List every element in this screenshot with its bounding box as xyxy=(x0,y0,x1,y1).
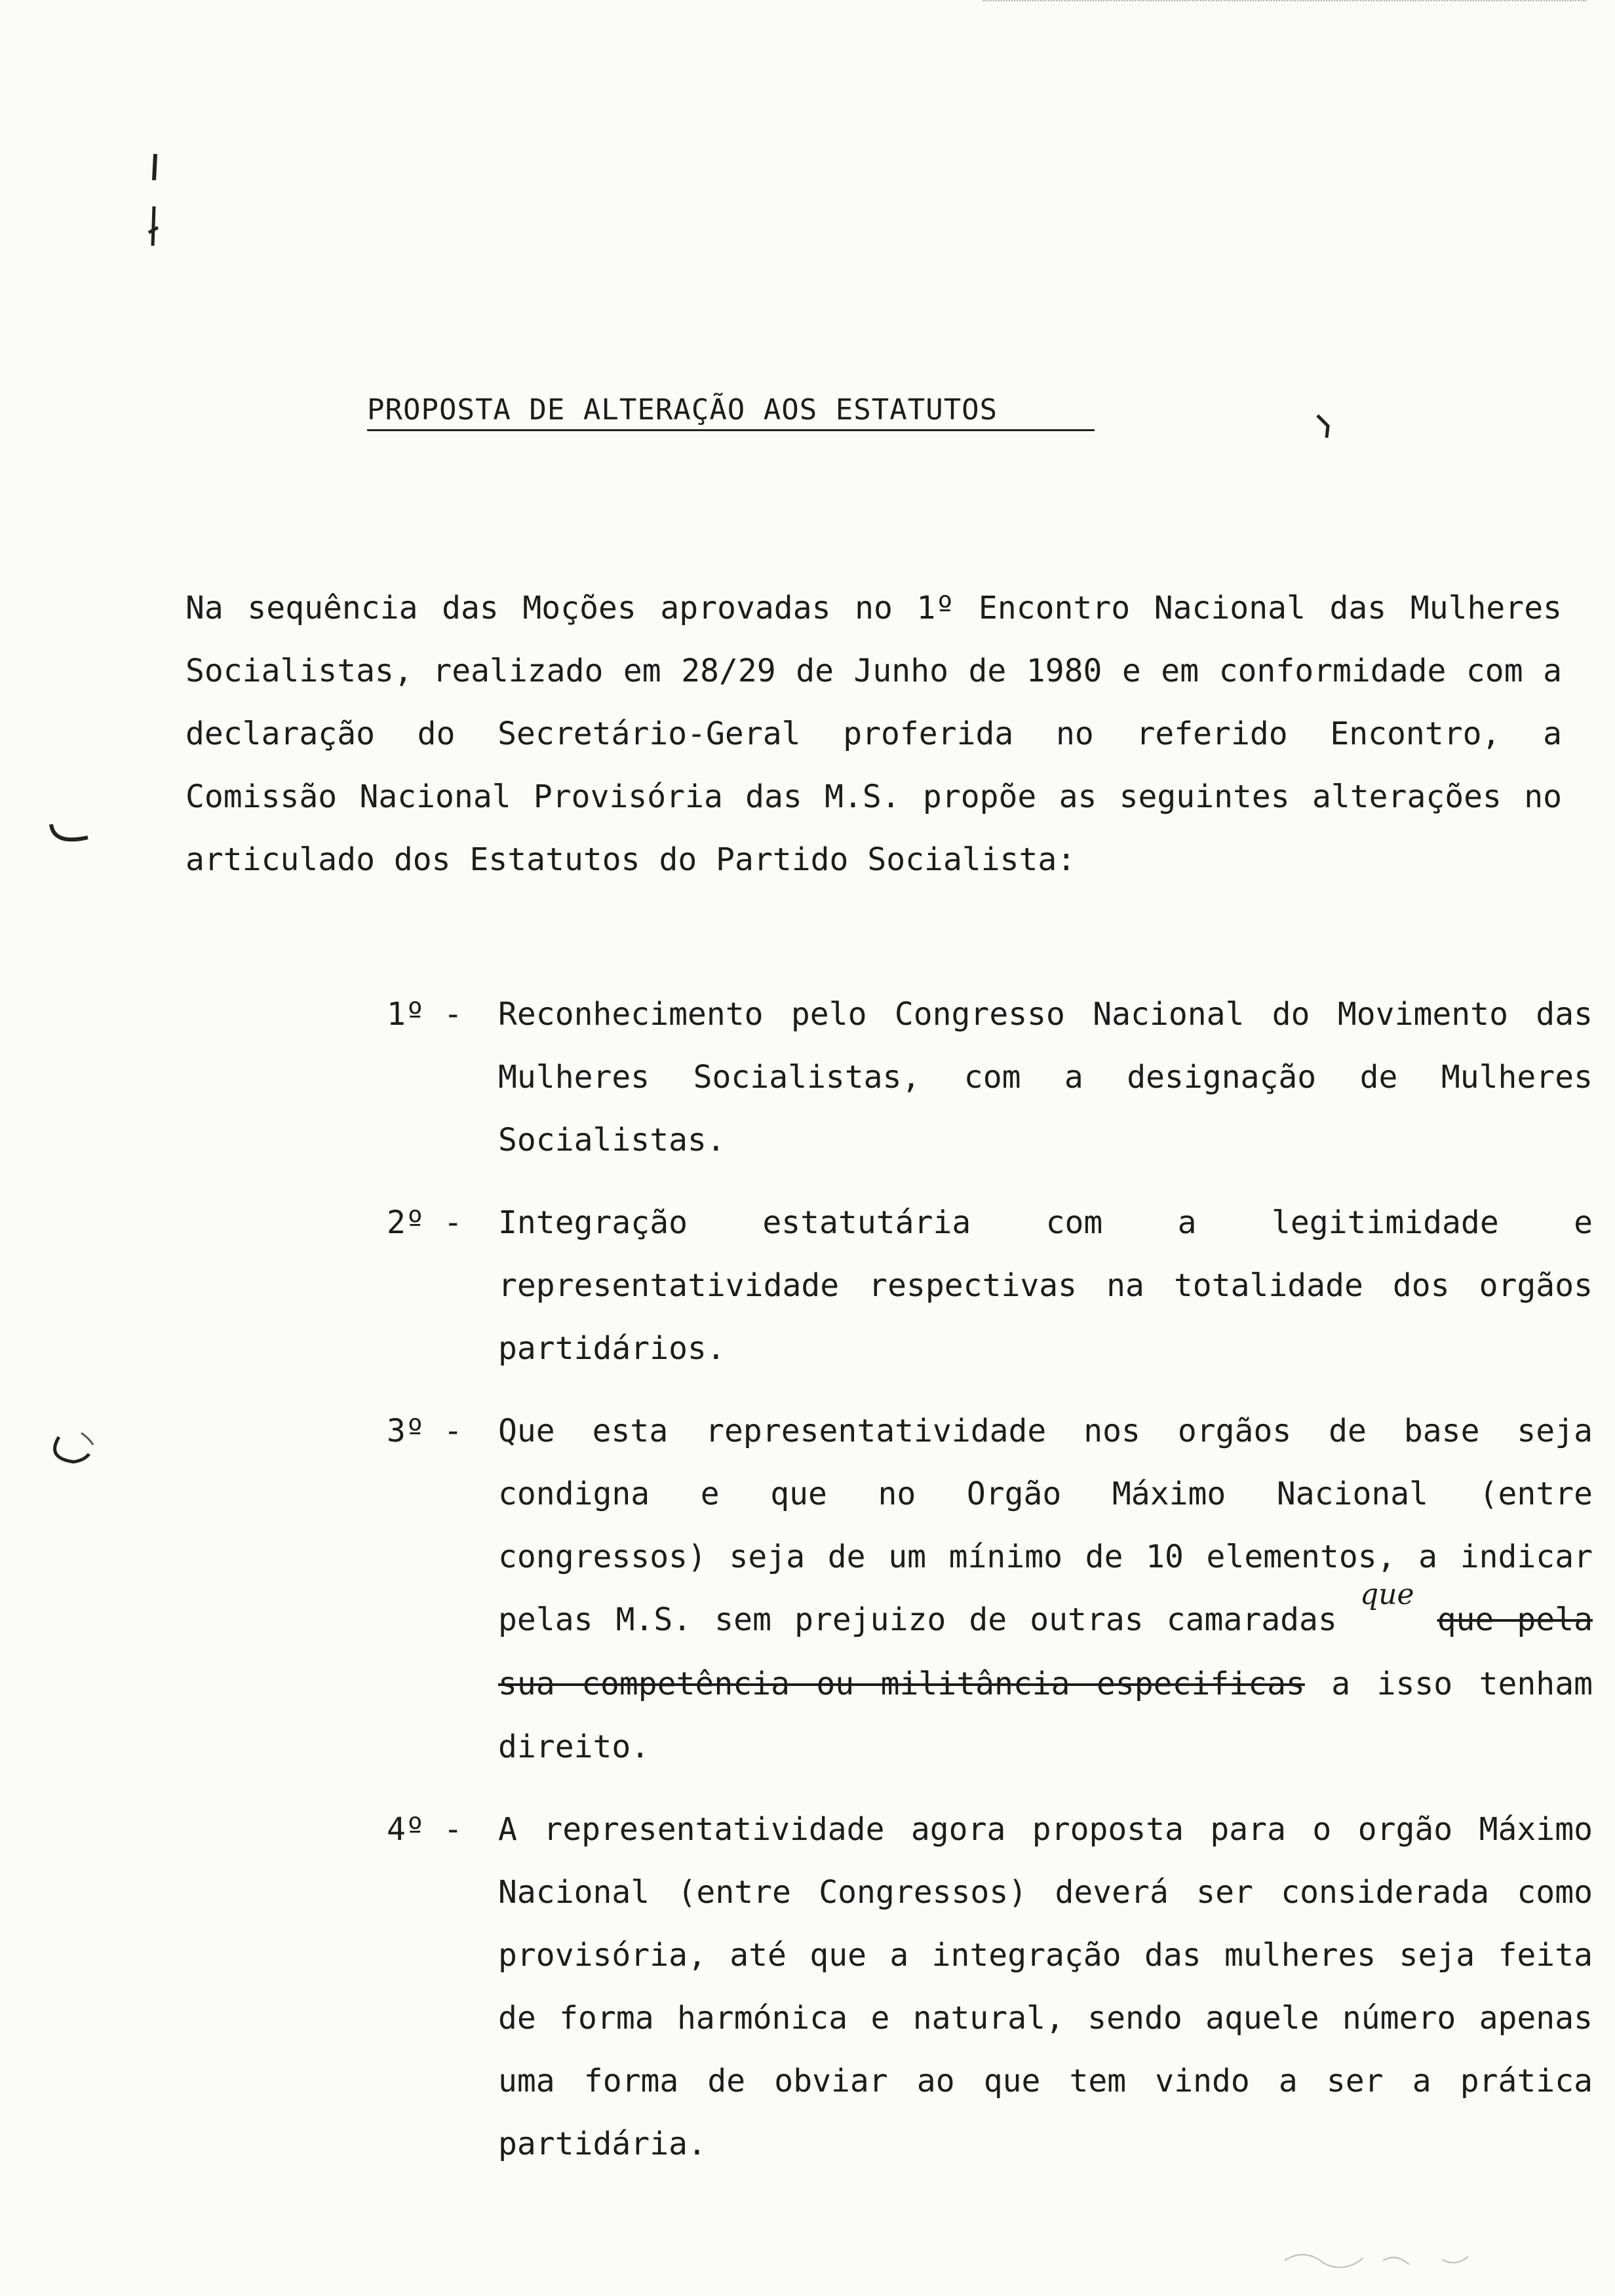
list-item xyxy=(387,983,1593,1172)
item-number: 3º - xyxy=(387,1413,463,1449)
item-number: 2º - xyxy=(387,1204,463,1241)
list-item xyxy=(387,1400,1593,1778)
title-tick-mark xyxy=(1311,411,1337,444)
item-number: 4º - xyxy=(387,1811,463,1848)
list-item xyxy=(387,1798,1593,2175)
item-text-after: a isso tenham direito. xyxy=(498,1666,1593,1765)
scan-line-top xyxy=(983,0,1586,5)
item-text xyxy=(498,1400,1593,1778)
proposal-list xyxy=(387,983,1593,2195)
intro-paragraph: Na sequência das Moções aprovadas no 1º Encontro Nacional das Mulheres Socialistas, realizado em 28/29 de Junho de 1980 e em conformidade com a declaração do Secretário-Geral proferida no referido Encontro, a Comissão Nacional Provisória das M.S. propõe as seguintes alterações no articulado dos Estatutos do Partido Socialista: xyxy=(185,590,1562,878)
item-text: Reconhecimento pelo Congresso Nacional do Movimento das Mulheres Socialistas, com a designação de Mulheres Socialistas. xyxy=(498,996,1593,1158)
margin-scribble-top-left xyxy=(141,147,167,259)
list-item xyxy=(387,1191,1593,1380)
struck-text: que pela sua competência ou militância especificas xyxy=(498,1601,1593,1702)
handwritten-insertion: que xyxy=(1359,1578,1414,1611)
item-text: Integração estatutária com a legitimidade e representatividade respectivas na totalidade dos orgãos partidários. xyxy=(498,1204,1593,1367)
document-title: PROPOSTA DE ALTERAÇÃO AOS ESTATUTOS xyxy=(367,393,1095,431)
hole-punch-mark-upper xyxy=(47,819,100,858)
item-text-before: Que esta representatividade nos orgãos de base seja condigna e que no Orgão Máximo Nacional (entre congressos) seja de um mínimo de 10 elementos, a indicar pelas M.S. sem prejuizo de outras camaradas xyxy=(498,1413,1593,1638)
item-text: A representatividade agora proposta para o orgão Máximo Nacional (entre Congressos) deverá ser considerada como provisória, até que a integração das mulheres seja feita de forma harmónica e natural, sendo aquele número apenas uma forma de obviar ao que tem vindo a ser a prática partidária. xyxy=(498,1811,1593,2162)
item-number: 1º - xyxy=(387,996,463,1033)
hole-punch-mark-lower xyxy=(47,1432,100,1478)
scan-residue-bottom xyxy=(1278,2241,1593,2280)
